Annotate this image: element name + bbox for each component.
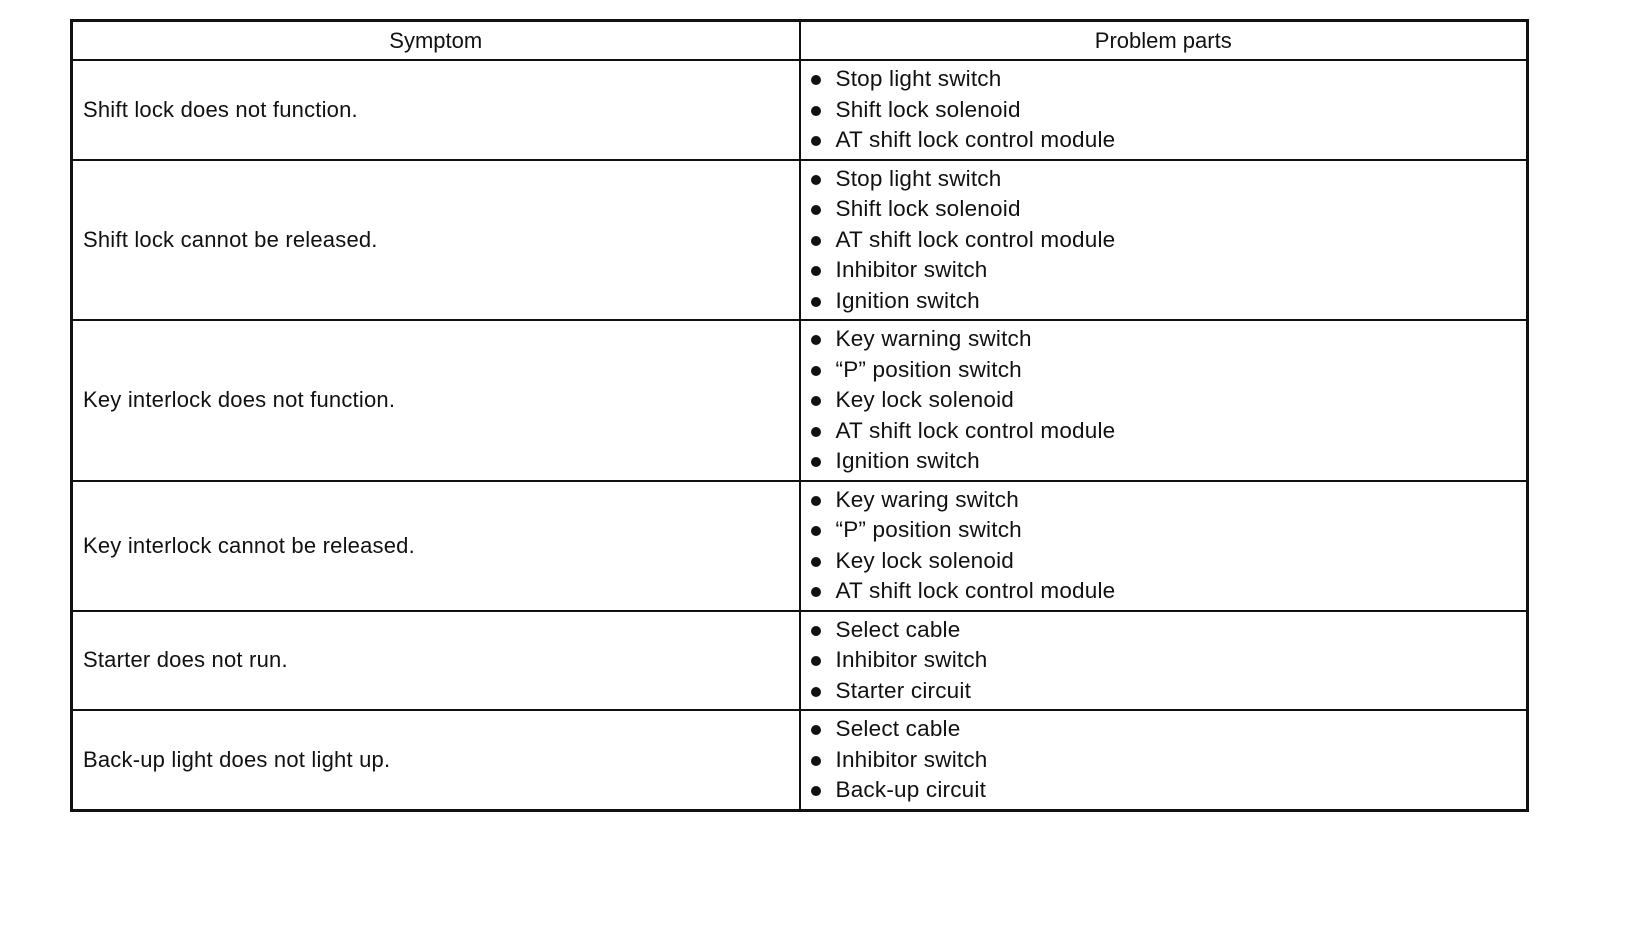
problem-part-item: Key lock solenoid [809, 546, 1527, 577]
problem-part-item: Select cable [809, 615, 1527, 646]
problem-parts-list [809, 714, 1527, 806]
table-row [72, 481, 1528, 611]
problem-part-item: Back-up circuit [809, 775, 1527, 806]
table-row [72, 710, 1528, 810]
table-header-row [72, 21, 1528, 61]
problem-parts-cell [800, 710, 1528, 810]
symptom-cell: Key interlock cannot be released. [72, 481, 800, 611]
symptom-cell: Shift lock cannot be released. [72, 160, 800, 321]
table-row [72, 611, 1528, 711]
problem-part-item: AT shift lock control module [809, 416, 1527, 447]
problem-part-item: Shift lock solenoid [809, 194, 1527, 225]
problem-part-item: “P” position switch [809, 355, 1527, 386]
problem-parts-list [809, 485, 1527, 607]
problem-parts-list [809, 164, 1527, 317]
problem-part-item: Stop light switch [809, 64, 1527, 95]
problem-part-item: Key lock solenoid [809, 385, 1527, 416]
symptom-parts-table [70, 19, 1529, 812]
problem-parts-cell [800, 60, 1528, 160]
symptom-cell: Key interlock does not function. [72, 320, 800, 481]
problem-part-item: Inhibitor switch [809, 645, 1527, 676]
problem-part-item: Ignition switch [809, 446, 1527, 477]
problem-part-item: Ignition switch [809, 286, 1527, 317]
problem-part-item: Starter circuit [809, 676, 1527, 707]
problem-part-item: Key waring switch [809, 485, 1527, 516]
problem-part-item: Key warning switch [809, 324, 1527, 355]
symptom-column-header: Symptom [72, 21, 800, 61]
problem-part-item: AT shift lock control module [809, 225, 1527, 256]
problem-part-item: “P” position switch [809, 515, 1527, 546]
symptom-cell: Shift lock does not function. [72, 60, 800, 160]
problem-parts-cell [800, 320, 1528, 481]
problem-parts-column-header: Problem parts [800, 21, 1528, 61]
problem-parts-list [809, 324, 1527, 477]
table-row [72, 160, 1528, 321]
problem-part-item: Stop light switch [809, 164, 1527, 195]
problem-part-item: Shift lock solenoid [809, 95, 1527, 126]
problem-parts-cell [800, 481, 1528, 611]
symptom-cell: Back-up light does not light up. [72, 710, 800, 810]
problem-parts-list [809, 64, 1527, 156]
problem-parts-list [809, 615, 1527, 707]
symptom-cell: Starter does not run. [72, 611, 800, 711]
table-row [72, 60, 1528, 160]
table-row [72, 320, 1528, 481]
problem-part-item: AT shift lock control module [809, 125, 1527, 156]
problem-part-item: Select cable [809, 714, 1527, 745]
problem-part-item: Inhibitor switch [809, 745, 1527, 776]
problem-parts-cell [800, 160, 1528, 321]
problem-part-item: AT shift lock control module [809, 576, 1527, 607]
problem-part-item: Inhibitor switch [809, 255, 1527, 286]
problem-parts-cell [800, 611, 1528, 711]
